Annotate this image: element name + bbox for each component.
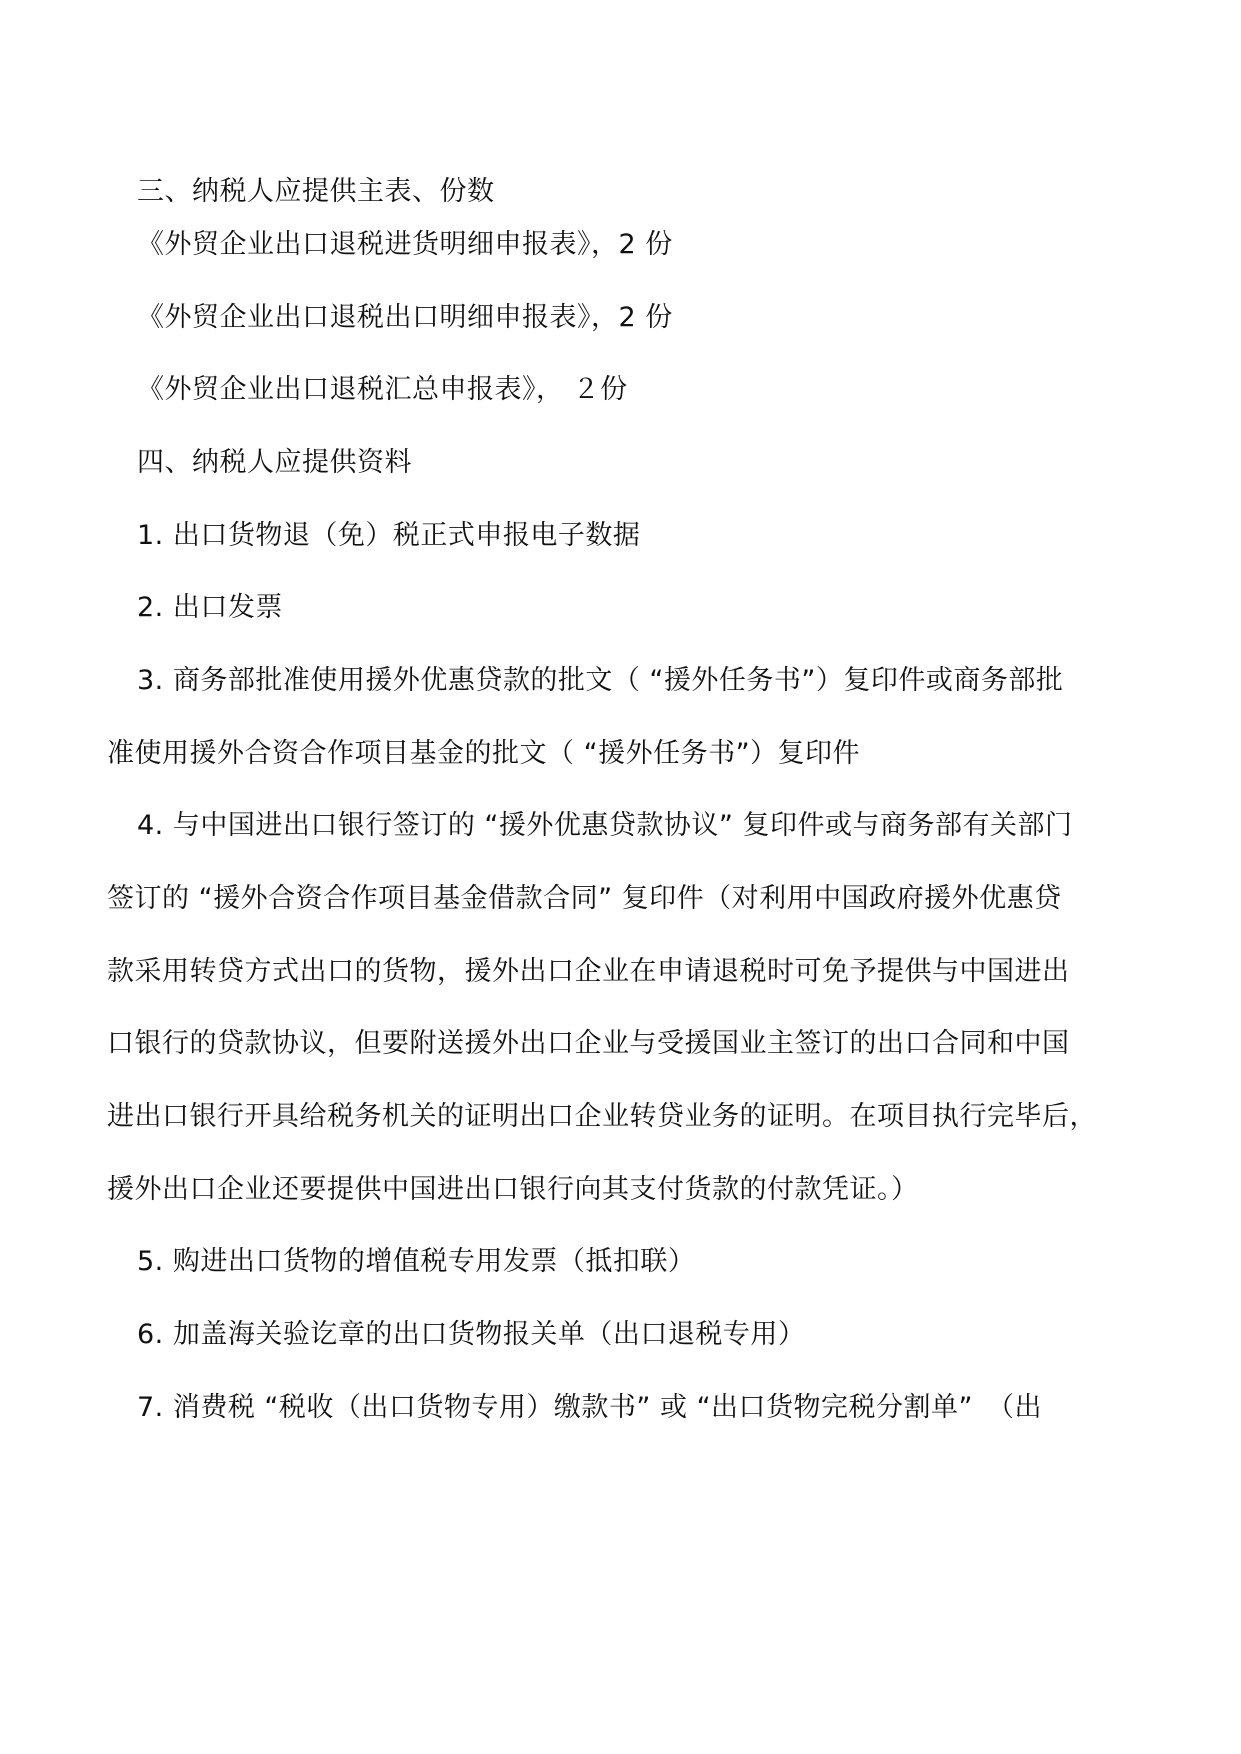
section-heading-3: 三、纳税人应提供主表、份数 [137, 176, 495, 207]
paragraph-line: 口银行的贷款协议，但要附送援外出口企业与受援国业主签订的出口合同和中国 [107, 1028, 1070, 1059]
paragraph-line: 款采用转贷方式出口的货物，援外出口企业在申请退税时可免予提供与中国进出 [107, 956, 1070, 987]
list-item: 2. 出口发票 [137, 592, 283, 623]
section-heading-4: 四、纳税人应提供资料 [137, 447, 412, 478]
paragraph-line: 签订的 “援外合资合作项目基金借款合同” 复印件（对利用中国政府援外优惠贷 [107, 883, 1062, 914]
list-item: 3. 商务部批准使用援外优惠贷款的批文（ “援外任务书”）复印件或商务部批 [137, 665, 1064, 696]
list-item: 5. 购进出口货物的增值税专用发票（抵扣联） [137, 1246, 696, 1277]
paragraph-line: 《外贸企业出口退税出口明细申报表》，2 份 [137, 302, 673, 333]
paragraph-line: 进出口银行开具给税务机关的证明出口企业转贷业务的证明。在项目执行完毕后， [107, 1101, 1097, 1132]
list-item: 4. 与中国进出口银行签订的 “援外优惠贷款协议” 复印件或与商务部有关部门 [137, 810, 1073, 841]
list-item: 7. 消费税 “税收（出口货物专用）缴款书” 或 “出口货物完税分割单” （出 [137, 1392, 1043, 1423]
paragraph-line: 《外贸企业出口退税汇总申报表》， ２份 [137, 374, 628, 405]
list-item: 1. 出口货物退（免）税正式申报电子数据 [137, 520, 641, 551]
paragraph-line: 援外出口企业还要提供中国进出口银行向其支付货款的付款凭证。） [107, 1174, 919, 1205]
paragraph-line: 准使用援外合资合作项目基金的批文（ “援外任务书”）复印件 [107, 738, 861, 769]
paragraph-line: 《外贸企业出口退税进货明细申报表》，2 份 [137, 229, 673, 260]
list-item: 6. 加盖海关验讫章的出口货物报关单（出口退税专用） [137, 1319, 806, 1350]
